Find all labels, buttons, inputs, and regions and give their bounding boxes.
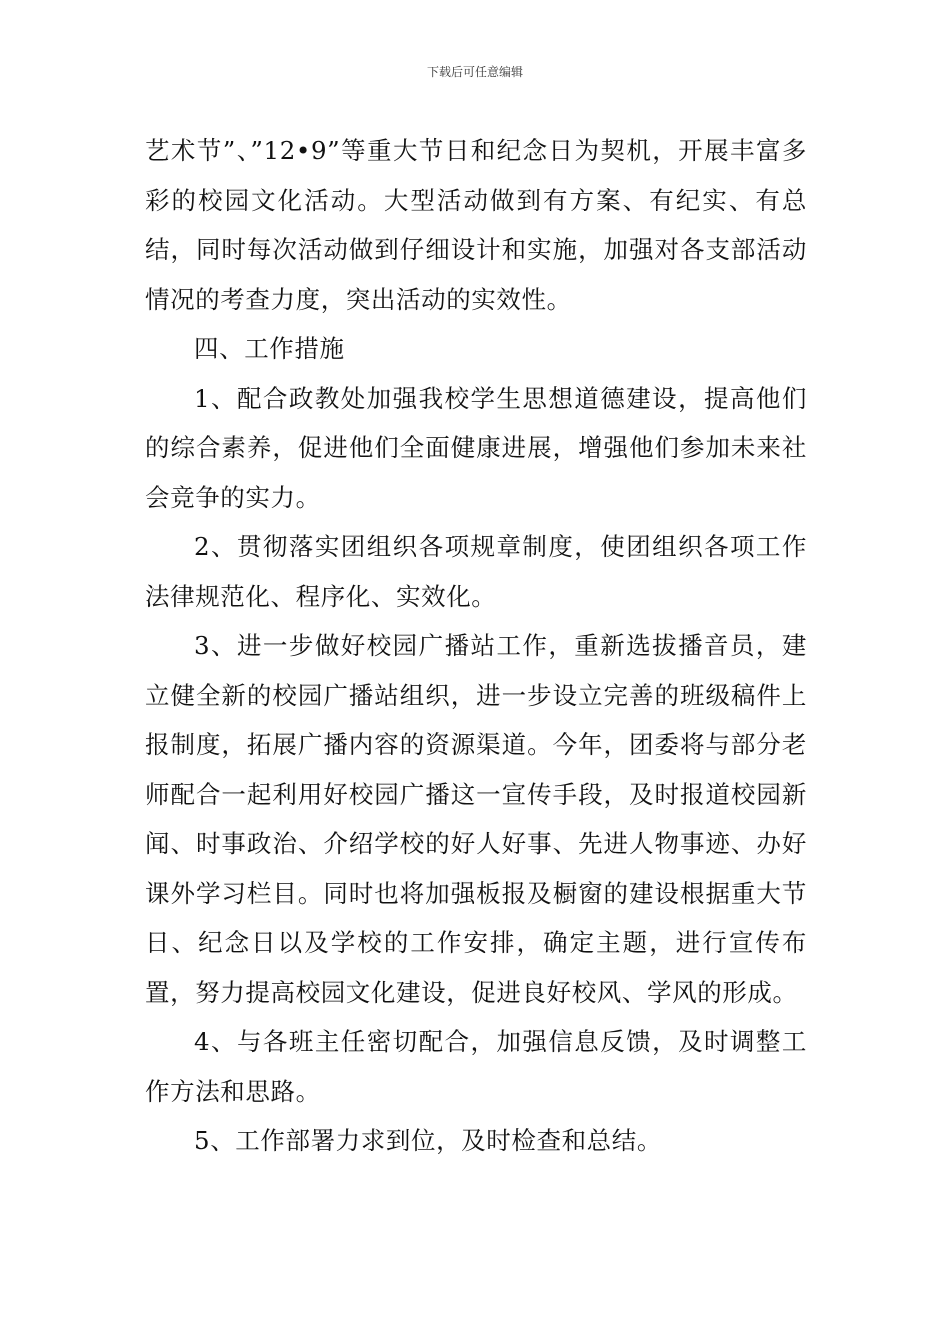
paragraph-measure-3: 3、进一步做好校园广播站工作，重新选拔播音员，建立健全新的校园广播站组织，进一步设立完善的班级稿件上报制度，拓展广播内容的资源渠道。今年，团委将与部分老师配合一起利用好校园广播这一宣传手段，及时报道校园新闻、时事政治、介绍学校的好人好事、先进人物事迹、办好课外学习栏目。同时也将加强板报及橱窗的建设根据重大节日、纪念日以及学校的工作安排，确定主题，进行宣传布置，努力提高校园文化建设，促进良好校风、学风的形成。 — [145, 631, 807, 1007]
paragraph-measure-1: 1、配合政教处加强我校学生思想道德建设，提高他们的综合素养，促进他们全面健康进展，增强他们参加未来社会竞争的实力。 — [145, 383, 807, 512]
paragraph-measure-4: 4、与各班主任密切配合，加强信息反馈，及时调整工作方法和思路。 — [145, 1027, 807, 1106]
document-body — [145, 126, 807, 1166]
paragraph-continuation: 艺术节”、”12•9”等重大节日和纪念日为契机，开展丰富多彩的校园文化活动。大型活动做到有方案、有纪实、有总结，同时每次活动做到仔细设计和实施，加强对各支部活动情况的考查力度，突出活动的实效性。 — [145, 136, 807, 314]
paragraph-measure-5: 5、工作部署力求到位，及时检查和总结。 — [194, 1126, 662, 1155]
page-header-note: 下载后可任意编辑 — [426, 65, 523, 79]
paragraph-measure-2: 2、贯彻落实团组织各项规章制度，使团组织各项工作法律规范化、程序化、实效化。 — [145, 532, 807, 611]
section-heading-work-measures: 四、工作措施 — [194, 334, 345, 363]
